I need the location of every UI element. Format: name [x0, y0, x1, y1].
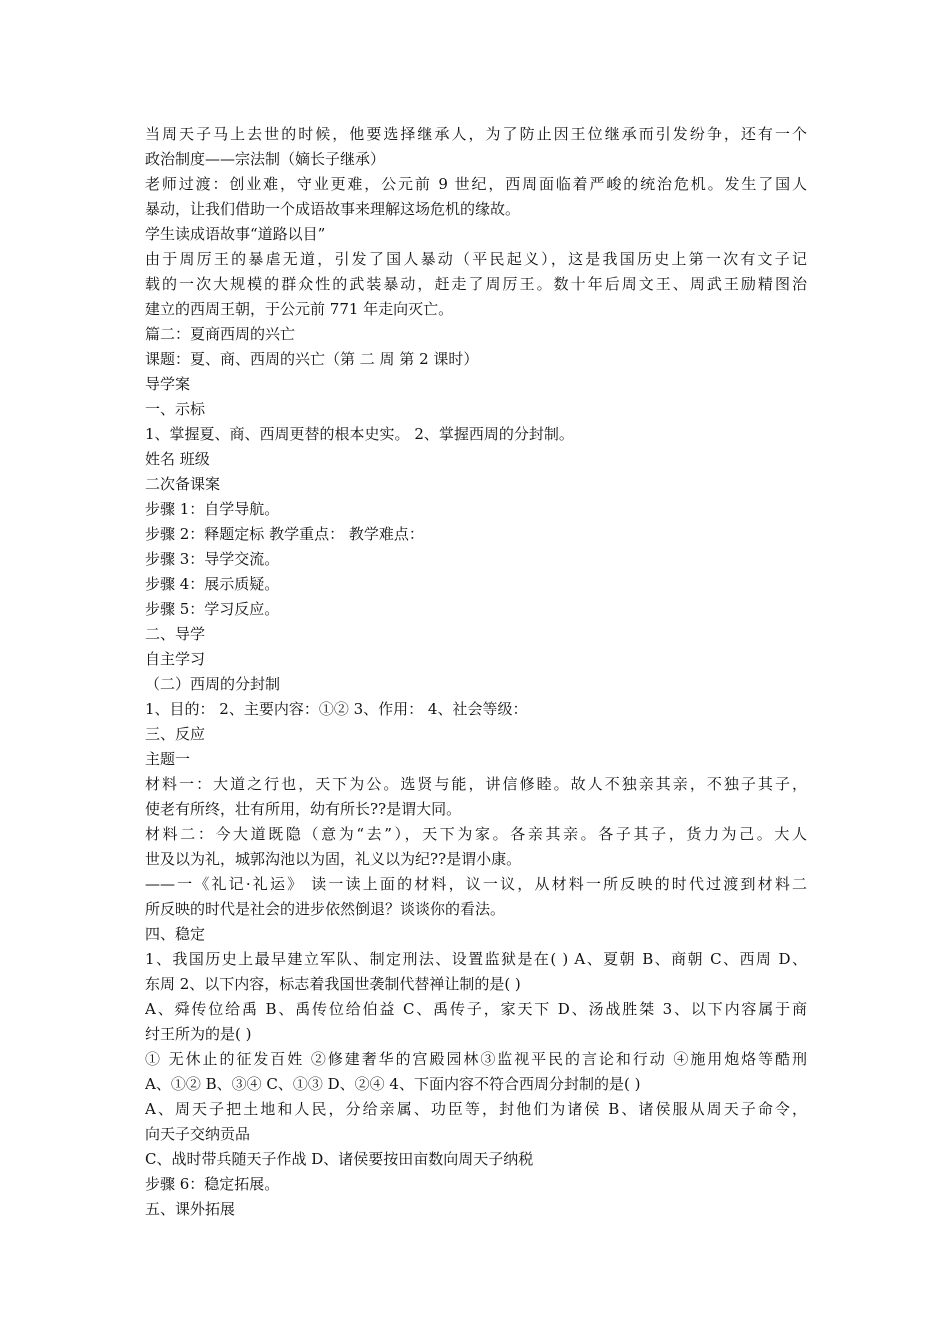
- text-line: 政治制度——宗法制（嫡长子继承）: [145, 150, 386, 168]
- text-line: 1、我国历史上最早建立军队、制定刑法、设置监狱是在( ) A、夏朝 B、商朝 C、西周 D、: [145, 950, 807, 968]
- text-line: 步骤 5：学习反应。: [145, 600, 280, 618]
- text-line: 使老有所终，壮有所用，幼有所长??是谓大同。: [145, 800, 462, 818]
- text-line: 世及以为礼，城郭沟池以为固，礼义以为纪??是谓小康。: [145, 850, 522, 868]
- text-line: 课题：夏、商、西周的兴亡（第 二 周 第 2 课时）: [145, 350, 479, 368]
- text-line: 三、反应: [145, 725, 206, 743]
- text-line: C、战时带兵随天子作战 D、诸侯要按田亩数向周天子纳税: [145, 1150, 534, 1168]
- text-line: 五、课外拓展: [145, 1200, 236, 1218]
- text-line: 四、稳定: [145, 925, 206, 943]
- text-line: 步骤 3：导学交流。: [145, 550, 280, 568]
- text-line: 当周天子马上去世的时候，他要选择继承人，为了防止因王位继承而引发纷争，还有一个: [145, 125, 807, 143]
- text-line: 步骤 1：自学导航。: [145, 500, 280, 518]
- text-line: 材料一：大道之行也，天下为公。选贤与能，讲信修睦。故人不独亲其亲，不独子其子，: [145, 775, 807, 793]
- text-line: 导学案: [145, 375, 191, 393]
- text-line: ① 无休止的征发百姓 ②修建奢华的宫殿园林③监视平民的言论和行动 ④施用炮烙等酷刑: [145, 1050, 807, 1068]
- text-line: 纣王所为的是( ): [145, 1025, 252, 1043]
- text-line: 暴动，让我们借助一个成语故事来理解这场危机的缘故。: [145, 200, 521, 218]
- text-line: 1、目的： 2、主要内容：①② 3、作用： 4、社会等级：: [145, 700, 528, 718]
- text-line: 二次备课案: [145, 475, 221, 493]
- text-line: 由于周厉王的暴虐无道，引发了国人暴动（平民起义），这是我国历史上第一次有文子记: [145, 250, 807, 268]
- text-line: 1、掌握夏、商、西周更替的根本史实。 2、掌握西周的分封制。: [145, 425, 574, 443]
- text-line: 老师过渡：创业难，守业更难，公元前 9 世纪，西周面临着严峻的统治危机。发生了国人: [145, 175, 807, 193]
- text-line: 东周 2、以下内容，标志着我国世袭制代替禅让制的是( ): [145, 975, 521, 993]
- text-line: 步骤 6：稳定拓展。: [145, 1175, 280, 1193]
- text-line: 步骤 2：释题定标 教学重点： 教学难点：: [145, 525, 424, 543]
- text-line: 篇二：夏商西周的兴亡: [145, 325, 296, 343]
- text-line: A、①② B、③④ C、①③ D、②④ 4、下面内容不符合西周分封制的是( ): [145, 1075, 641, 1093]
- text-line: 载的一次大规模的群众性的武装暴动，赶走了周厉王。数十年后周文王、周武王励精图治: [145, 275, 807, 293]
- text-line: 主题一: [145, 750, 191, 768]
- text-line: A、舜传位给禹 B、禹传位给伯益 C、禹传子，家天下 D、汤战胜桀 3、以下内容属于商: [145, 1000, 807, 1018]
- text-line: 学生读成语故事“道路以目”: [145, 225, 326, 243]
- text-line: 所反映的时代是社会的进步依然倒退？谈谈你的看法。: [145, 900, 506, 918]
- text-line: 一、示标: [145, 400, 206, 418]
- text-line: 自主学习: [145, 650, 206, 668]
- text-line: ——一《礼记·礼运》 读一读上面的材料，议一议，从材料一所反映的时代过渡到材料二: [145, 875, 807, 893]
- document-body: [145, 122, 807, 1222]
- text-line: （二）西周的分封制: [145, 675, 281, 693]
- text-line: 步骤 4：展示质疑。: [145, 575, 280, 593]
- text-line: 建立的西周王朝，于公元前 771 年走向灭亡。: [145, 300, 454, 318]
- text-line: 材料二：今大道既隐（意为“去”），天下为家。各亲其亲。各子其子，货力为己。大人: [145, 825, 807, 843]
- text-line: 向天子交纳贡品: [145, 1125, 251, 1143]
- text-line: 二、导学: [145, 625, 206, 643]
- text-line: 姓名 班级: [145, 450, 210, 468]
- text-line: A、周天子把土地和人民，分给亲属、功臣等，封他们为诸侯 B、诸侯服从周天子命令，: [145, 1100, 807, 1118]
